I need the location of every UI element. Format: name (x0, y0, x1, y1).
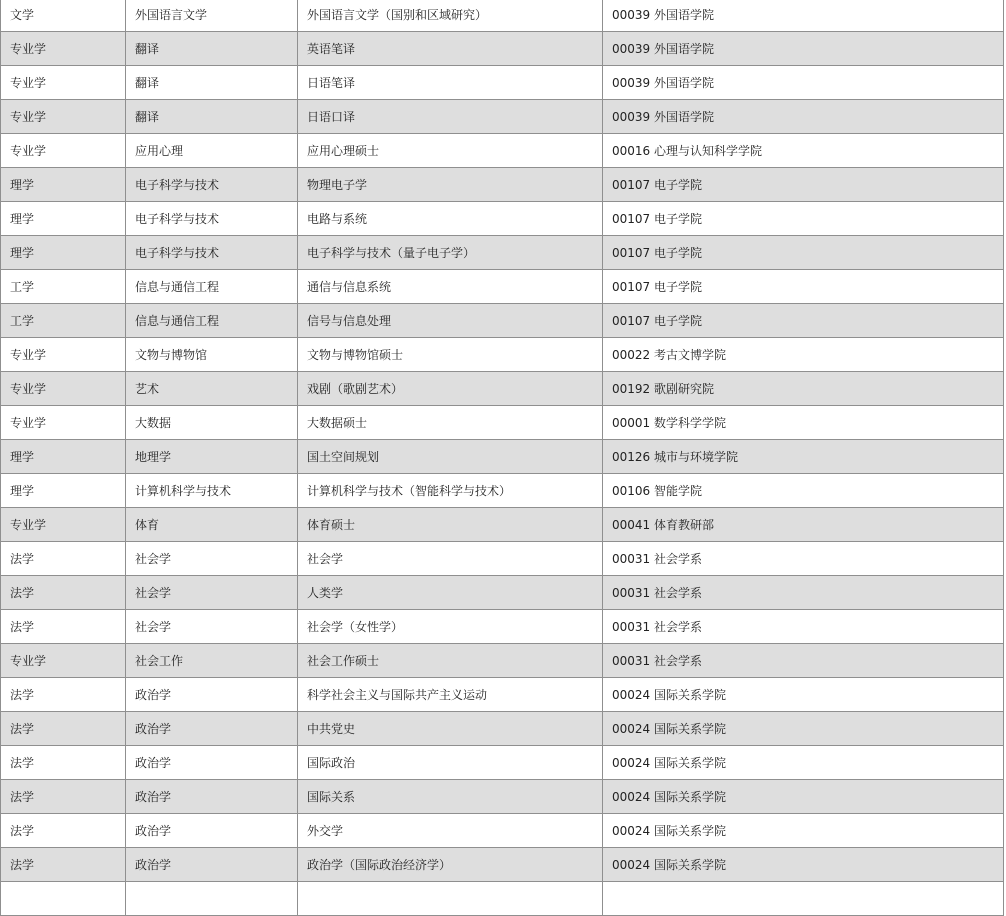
category-cell: 专业学 (1, 508, 126, 542)
category-cell: 专业学 (1, 134, 126, 168)
discipline-cell: 社会学 (126, 542, 298, 576)
table-row (1, 372, 1004, 406)
major-cell (298, 882, 603, 916)
table-row (1, 168, 1004, 202)
category-cell: 专业学 (1, 100, 126, 134)
table-row (1, 508, 1004, 542)
department-cell: 00107 电子学院 (603, 168, 1004, 202)
category-cell: 法学 (1, 576, 126, 610)
major-cell: 国际关系 (298, 780, 603, 814)
discipline-cell: 政治学 (126, 678, 298, 712)
category-cell: 法学 (1, 678, 126, 712)
category-cell: 法学 (1, 848, 126, 882)
discipline-cell: 翻译 (126, 32, 298, 66)
major-cell: 戏剧（歌剧艺术） (298, 372, 603, 406)
category-cell: 专业学 (1, 32, 126, 66)
discipline-cell: 翻译 (126, 66, 298, 100)
major-cell: 英语笔译 (298, 32, 603, 66)
department-cell: 00024 国际关系学院 (603, 746, 1004, 780)
department-cell: 00192 歌剧研究院 (603, 372, 1004, 406)
table-row (1, 746, 1004, 780)
category-cell: 文学 (1, 0, 126, 32)
category-cell: 工学 (1, 270, 126, 304)
discipline-cell: 信息与通信工程 (126, 304, 298, 338)
category-cell: 法学 (1, 610, 126, 644)
discipline-cell (126, 882, 298, 916)
category-cell: 理学 (1, 236, 126, 270)
major-cell: 科学社会主义与国际共产主义运动 (298, 678, 603, 712)
table-row (1, 304, 1004, 338)
department-cell: 00039 外国语学院 (603, 66, 1004, 100)
major-cell: 电路与系统 (298, 202, 603, 236)
table-row (1, 338, 1004, 372)
department-cell: 00001 数学科学学院 (603, 406, 1004, 440)
department-cell: 00024 国际关系学院 (603, 848, 1004, 882)
table-row (1, 848, 1004, 882)
department-cell: 00126 城市与环境学院 (603, 440, 1004, 474)
table-row (1, 780, 1004, 814)
category-cell (1, 882, 126, 916)
department-cell: 00107 电子学院 (603, 202, 1004, 236)
major-cell: 日语笔译 (298, 66, 603, 100)
table-row (1, 32, 1004, 66)
department-cell: 00039 外国语学院 (603, 0, 1004, 32)
department-cell: 00039 外国语学院 (603, 100, 1004, 134)
major-cell: 社会工作硕士 (298, 644, 603, 678)
table-row (1, 882, 1004, 916)
discipline-cell: 电子科学与技术 (126, 168, 298, 202)
table-row (1, 678, 1004, 712)
table-row (1, 610, 1004, 644)
discipline-cell: 政治学 (126, 746, 298, 780)
major-cell: 国际政治 (298, 746, 603, 780)
table-row (1, 712, 1004, 746)
major-cell: 政治学（国际政治经济学） (298, 848, 603, 882)
table-row (1, 236, 1004, 270)
category-cell: 专业学 (1, 372, 126, 406)
department-cell: 00039 外国语学院 (603, 32, 1004, 66)
major-cell: 文物与博物馆硕士 (298, 338, 603, 372)
table-body (1, 0, 1004, 916)
table-row (1, 66, 1004, 100)
department-cell: 00107 电子学院 (603, 236, 1004, 270)
major-cell: 体育硕士 (298, 508, 603, 542)
department-cell: 00031 社会学系 (603, 644, 1004, 678)
major-cell: 国土空间规划 (298, 440, 603, 474)
category-cell: 理学 (1, 168, 126, 202)
department-cell: 00107 电子学院 (603, 304, 1004, 338)
table-row (1, 440, 1004, 474)
discipline-cell: 政治学 (126, 780, 298, 814)
table-row (1, 202, 1004, 236)
major-cell: 电子科学与技术（量子电子学） (298, 236, 603, 270)
category-cell: 专业学 (1, 66, 126, 100)
major-cell: 人类学 (298, 576, 603, 610)
discipline-cell: 外国语言文学 (126, 0, 298, 32)
discipline-cell: 电子科学与技术 (126, 202, 298, 236)
discipline-cell: 社会学 (126, 610, 298, 644)
category-cell: 专业学 (1, 338, 126, 372)
major-cell: 外国语言文学（国别和区域研究） (298, 0, 603, 32)
major-cell: 信号与信息处理 (298, 304, 603, 338)
table-row (1, 0, 1004, 32)
table-row (1, 474, 1004, 508)
category-cell: 专业学 (1, 644, 126, 678)
table-row (1, 406, 1004, 440)
category-cell: 法学 (1, 542, 126, 576)
discipline-cell: 体育 (126, 508, 298, 542)
discipline-cell: 政治学 (126, 848, 298, 882)
department-cell: 00016 心理与认知科学学院 (603, 134, 1004, 168)
table-row (1, 644, 1004, 678)
discipline-cell: 信息与通信工程 (126, 270, 298, 304)
department-cell: 00024 国际关系学院 (603, 814, 1004, 848)
discipline-cell: 艺术 (126, 372, 298, 406)
department-cell: 00031 社会学系 (603, 610, 1004, 644)
category-cell: 法学 (1, 814, 126, 848)
department-cell: 00041 体育教研部 (603, 508, 1004, 542)
major-cell: 社会学（女性学） (298, 610, 603, 644)
major-cell: 社会学 (298, 542, 603, 576)
department-cell: 00024 国际关系学院 (603, 678, 1004, 712)
table-row (1, 814, 1004, 848)
discipline-cell: 社会学 (126, 576, 298, 610)
department-cell: 00031 社会学系 (603, 576, 1004, 610)
discipline-cell: 计算机科学与技术 (126, 474, 298, 508)
discipline-cell: 政治学 (126, 712, 298, 746)
table-row (1, 100, 1004, 134)
category-cell: 法学 (1, 746, 126, 780)
department-cell: 00024 国际关系学院 (603, 780, 1004, 814)
major-cell: 通信与信息系统 (298, 270, 603, 304)
discipline-cell: 政治学 (126, 814, 298, 848)
department-cell: 00107 电子学院 (603, 270, 1004, 304)
category-cell: 理学 (1, 202, 126, 236)
discipline-cell: 应用心理 (126, 134, 298, 168)
discipline-cell: 文物与博物馆 (126, 338, 298, 372)
category-cell: 理学 (1, 440, 126, 474)
category-cell: 理学 (1, 474, 126, 508)
department-cell: 00106 智能学院 (603, 474, 1004, 508)
major-cell: 计算机科学与技术（智能科学与技术） (298, 474, 603, 508)
major-cell: 应用心理硕士 (298, 134, 603, 168)
discipline-cell: 电子科学与技术 (126, 236, 298, 270)
discipline-cell: 大数据 (126, 406, 298, 440)
discipline-cell: 社会工作 (126, 644, 298, 678)
category-cell: 法学 (1, 780, 126, 814)
department-cell: 00031 社会学系 (603, 542, 1004, 576)
major-cell: 日语口译 (298, 100, 603, 134)
major-cell: 大数据硕士 (298, 406, 603, 440)
category-cell: 法学 (1, 712, 126, 746)
department-cell (603, 882, 1004, 916)
table-row (1, 542, 1004, 576)
department-cell: 00022 考古文博学院 (603, 338, 1004, 372)
discipline-cell: 地理学 (126, 440, 298, 474)
table-row (1, 270, 1004, 304)
table-row (1, 134, 1004, 168)
major-cell: 中共党史 (298, 712, 603, 746)
major-cell: 物理电子学 (298, 168, 603, 202)
table-row (1, 576, 1004, 610)
category-cell: 专业学 (1, 406, 126, 440)
major-cell: 外交学 (298, 814, 603, 848)
category-cell: 工学 (1, 304, 126, 338)
discipline-cell: 翻译 (126, 100, 298, 134)
department-cell: 00024 国际关系学院 (603, 712, 1004, 746)
